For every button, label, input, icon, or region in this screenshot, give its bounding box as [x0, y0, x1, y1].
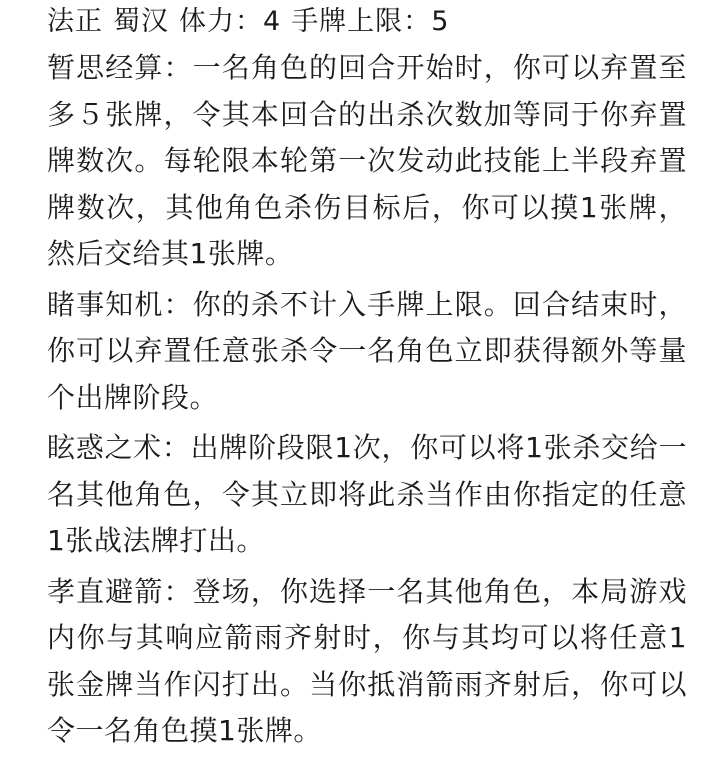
character-name: 法正: [47, 6, 103, 37]
hp-value: 4: [263, 6, 282, 37]
skill-name: 眩惑之术: [47, 431, 162, 464]
document: [47, 0, 687, 759]
skill-separator: ：: [163, 287, 193, 321]
skill-xuanhuo-zhishu: [47, 425, 687, 565]
character-header: [47, 0, 687, 44]
skill-name: 孝直避箭: [47, 574, 164, 608]
skill-name: 睹事知机: [47, 287, 164, 321]
skill-separator: ：: [163, 574, 193, 608]
hand-limit-label: 手牌上限：: [291, 6, 432, 37]
skill-xiaozhi-bijian: [47, 569, 687, 755]
skill-text: 一名角色的回合开始时，你可以弃置至多５张牌，令其本回合的出杀次数加等同于你弃置牌数次。每轮限本轮第一次发动此技能上半段弃置牌数次，其他角色杀伤目标后，你可以摸1张牌，然后交给其1张牌。: [47, 51, 687, 270]
skill-text: 你的杀不计入手牌上限。回合结束时，你可以弃置任意张杀令一名角色立即获得额外等量个出牌阶段。: [47, 287, 687, 414]
skill-separator: ：: [163, 51, 193, 84]
hp-label: 体力：: [179, 6, 263, 37]
hand-limit-value: 5: [431, 6, 450, 37]
character-faction: 蜀汉: [113, 6, 169, 37]
skill-separator: ：: [161, 431, 191, 464]
skill-text: 登场，你选择一名其他角色，本局游戏内你与其响应箭雨齐射时，你与其均可以将任意1张金牌当作闪打出。当你抵消箭雨齐射后，你可以令一名角色摸1张牌。: [47, 574, 687, 747]
skill-text: 出牌阶段限1次，你可以将1张杀交给一名其他角色，令其立即将此杀当作由你指定的任意1张战法牌打出。: [47, 431, 687, 557]
skill-dushi-zhiji: [47, 282, 687, 422]
skill-zansi-jingsuan: [47, 45, 687, 278]
skill-name: 暂思经算: [47, 51, 164, 84]
